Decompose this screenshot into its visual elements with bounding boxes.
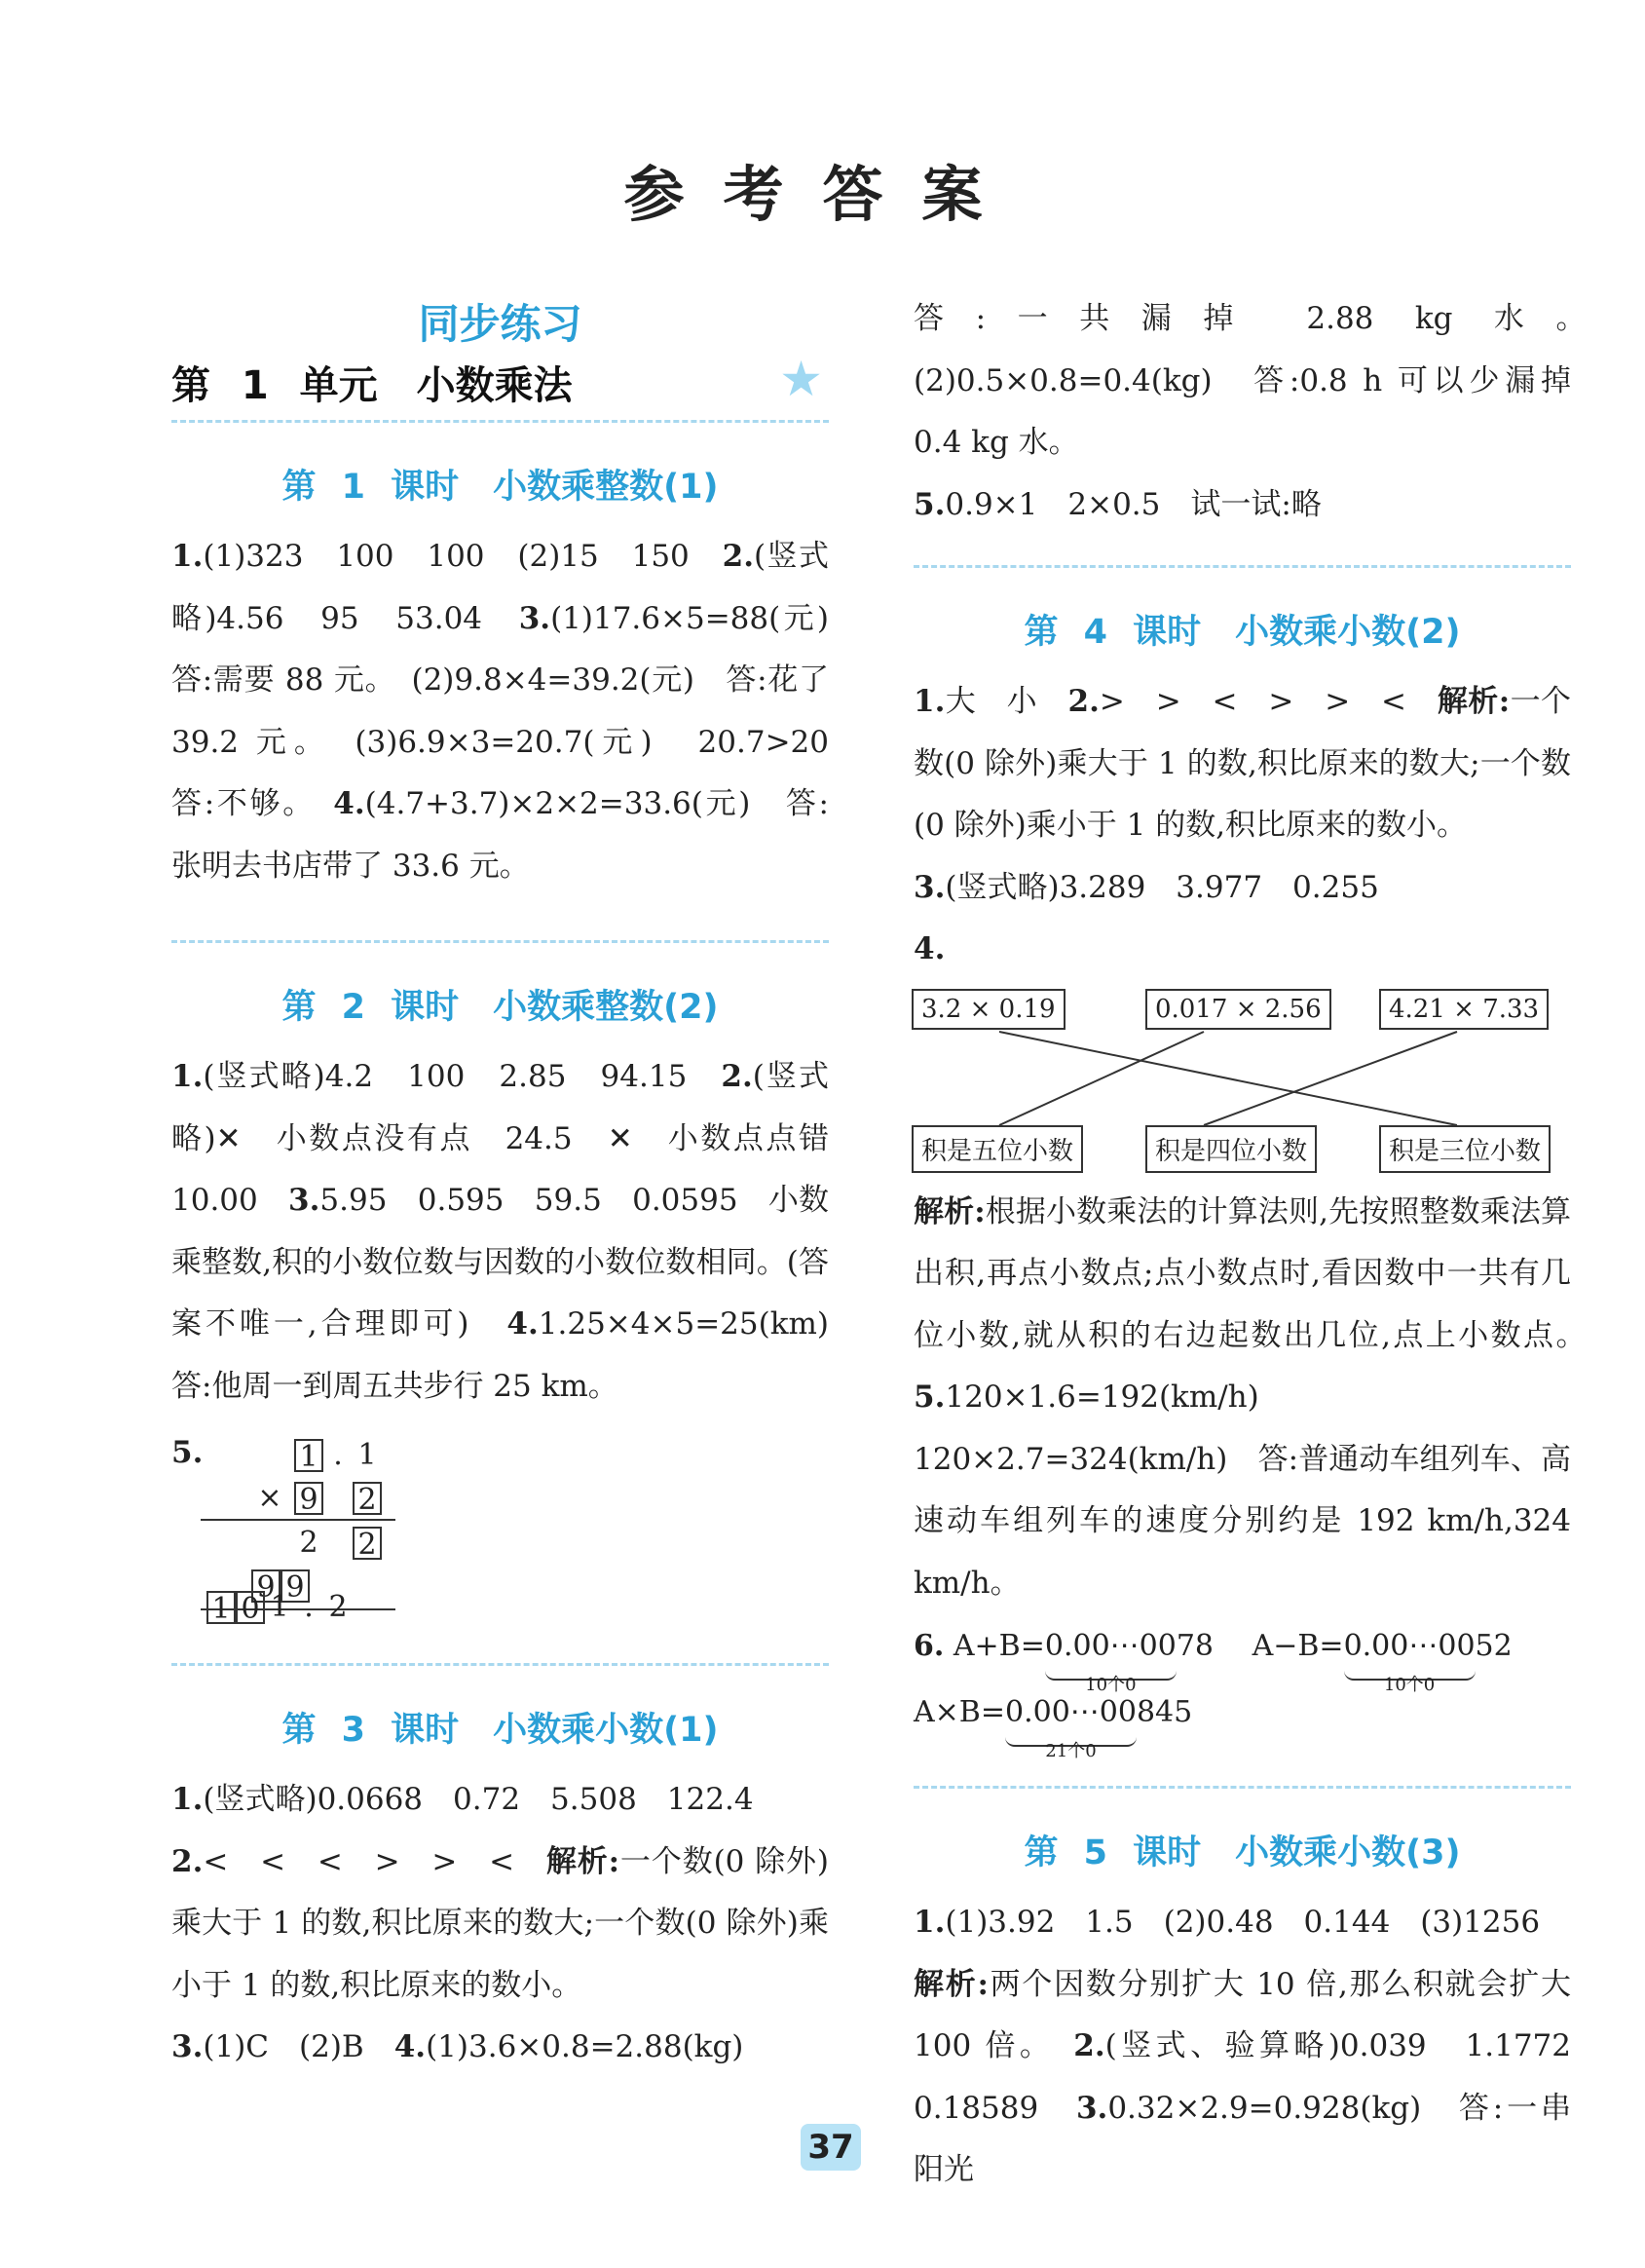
q6-zeros: 0.00⋯00 [1004,1695,1137,1729]
q-num: 1. [914,1905,946,1940]
question-6 [914,1614,1571,1761]
digit: 1 [357,1438,377,1472]
q6-tail: 52 [1475,1629,1513,1663]
lesson-2-answers [171,1046,859,1418]
lesson-5-title: 第 5 课时 小数乘小数(3) [1024,1833,1461,1872]
divider [914,565,1571,568]
q-num: 4. [914,931,946,966]
q6-expr: A−B= [1252,1629,1344,1663]
q-num: 5. [914,486,946,522]
answer-text: (1)3.92 1.5 (2)0.48 0.144 (3)1256 [945,1905,1541,1940]
divider [171,940,829,943]
analysis-label: 解析: [914,1193,986,1229]
q6-tail: 845 [1136,1695,1193,1729]
answer-text: 两个因数分别扩大 10 倍,那么积就会扩大 100 倍。 [914,1966,1571,2063]
digit-box: 9 [251,1569,280,1603]
answer-text: (竖式略)0.0668 0.72 5.508 122.4 [203,1782,754,1817]
digit: . [304,1590,314,1624]
digit-box: 1 [294,1439,323,1472]
matching-diagram [912,989,1571,1174]
page-title: 参考答案 [623,159,1022,230]
times-sign: × [257,1481,282,1515]
analysis-label: 解析: [914,1966,989,2002]
q-num: 3. [518,600,551,636]
answer-text: (竖式、验算略)0.039 1.1772 0.18589 [914,2028,1601,2126]
digit-box: 1 [206,1591,236,1624]
q-num: 2. [721,1059,753,1094]
q-num: 1. [171,1782,204,1817]
answer-text: 大 小 [945,684,1068,719]
unit-title [171,351,829,423]
answer-text: (1)323 100 100 (2)15 150 [203,539,723,574]
q-num: 1. [171,539,204,574]
q-num: 5. [171,1435,204,1470]
q6-brace [1004,1681,1137,1761]
lesson-5-answers [914,1892,1601,2202]
rule-line [201,1519,395,1521]
answer-text: (竖式略)3.289 3.977 0.255 [945,869,1379,905]
lesson-4-answers [914,671,1571,981]
digit-box: 2 [353,1527,382,1560]
digit: 1 [270,1590,289,1624]
q-num: 2. [171,1843,204,1879]
lesson-3-continued [914,288,1601,536]
q-num: 4. [333,786,365,821]
digit: . [333,1438,343,1472]
section-title: 同步练习 [418,300,582,348]
answer-text: 0.32×2.9=0.928(kg) 答:一串阳光 [914,2090,1571,2187]
answer-text: 120×1.6=192(km/h) 120×2.7=324(km/h) 答:普通动车组列车、高速动车组列车的速度分别约是 192 km/h,324 km/h。 [914,1380,1571,1601]
digit-box: 9 [294,1482,323,1515]
left-column [171,283,860,2079]
right-column [914,288,1601,2202]
q-num: 3. [171,2029,204,2064]
answer-text: 一个数(0 除外)乘大于 1 的数,积比原来的数大;一个数(0 除外)乘小于 1 的数,积比原来的数小。 [171,1843,829,2003]
q-num: 1. [171,1059,204,1094]
q6-zeros: 0.00⋯00 [1343,1629,1476,1663]
q-num: 3. [288,1183,320,1218]
answer-text: > > < > > < [1099,684,1438,719]
answer-text: (1)3.6×0.8=2.88(kg) [426,2029,744,2064]
match-bottom-2: 积是四位小数 [1145,1125,1317,1173]
unit-title-text: 第 1 单元 小数乘法 [171,363,573,408]
answer-text: (竖式略)✕ 小数点没有点 24.5 ✕ 小数点点错 10.00 [171,1059,859,1218]
q-num: 3. [914,869,946,905]
q6-expr: A+B= [953,1629,1045,1663]
match-top-3: 4.21 × 7.33 [1379,989,1549,1030]
digit-box: 0 [236,1591,265,1624]
lesson-4-analysis [914,1182,1601,1615]
answer-text: 根据小数乘法的计算法则,先按照整数乘法算出积,再点小数点;点小数点时,看因数中一共有几位小数,就从积的右边起数出几位,点上小数点。 [914,1193,1601,1353]
q-num: 2. [1073,2028,1105,2063]
match-top-1: 3.2 × 0.19 [912,989,1066,1030]
answer-text: (4.7+3.7)×2×2=33.6(元) 答:张明去书店带了 33.6 元。 [171,786,829,884]
lesson-1-title: 第 1 课时 小数乘整数(1) [281,468,719,507]
digit: 2 [328,1590,348,1624]
match-top-2: 0.017 × 2.56 [1145,989,1331,1030]
answer-text: (1)17.6×5=88(元) 答:需要 88 元。 (2)9.8×4=39.2(元) 答:花了 39.2 元。 (3)6.9×3=20.7(元) 20.7>20 答:不够。 [171,600,860,821]
digit-box: 9 [280,1569,310,1603]
divider [914,1786,1571,1789]
vertical-multiplication [171,1423,425,1628]
analysis-label: 解析: [545,1843,620,1879]
answer-text: 5.95 0.595 59.5 0.0595 小数乘整数,积的小数位数与因数的小数位数相同。(答案不唯一,合理即可) [171,1183,830,1342]
q-num: 4. [506,1306,539,1342]
star-icon: ★ [779,351,823,407]
answer-text: 答:一共漏掉 2.88 kg 水。 (2)0.5×0.8=0.4(kg) 答:0.8 h 可以少漏掉 0.4 kg 水。 [914,301,1601,460]
page-number: 37 [801,2124,861,2171]
q6-brace [1343,1614,1476,1695]
answer-text: (1)C (2)B [203,2029,394,2064]
lesson-1-answers [171,526,860,897]
analysis-label: 解析: [1437,684,1511,719]
lesson-2-title: 第 2 课时 小数乘整数(2) [281,988,719,1027]
divider [171,1663,829,1666]
q6-tail: 78 [1176,1629,1215,1663]
q-num: 1. [914,684,946,719]
digit-box: 2 [353,1482,382,1515]
q-num: 2. [1067,684,1100,719]
q6-zeros: 0.00⋯00 [1044,1629,1177,1663]
answer-text: 1.25×4×5=25(km) 答:他周一到周五共步行 25 km。 [171,1306,859,1404]
answer-text: (竖式略)4.2 100 2.85 94.15 [203,1059,722,1094]
q6-expr: A×B= [914,1695,1005,1729]
q-num: 5. [914,1380,946,1415]
answer-text: 0.9×1 2×0.5 试一试:略 [945,486,1322,522]
answer-text: (竖式略)4.56 95 53.04 [171,539,829,636]
lesson-4-title: 第 4 课时 小数乘小数(2) [1024,613,1461,652]
q-num: 3. [1075,2090,1108,2126]
lesson-3-title: 第 3 课时 小数乘小数(1) [281,1711,719,1750]
brace-note: 21个0 [1045,1741,1097,1761]
lesson-3-answers [171,1769,829,2079]
answer-text: 一个数(0 除外)乘大于 1 的数,积比原来的数大;一个数(0 除外)乘小于 1 的数,积比原来的数小。 [914,684,1572,843]
match-bottom-1: 积是五位小数 [912,1125,1083,1173]
digit: 2 [299,1526,318,1560]
match-bottom-3: 积是三位小数 [1379,1125,1551,1173]
q-num: 6. [914,1629,945,1663]
q-num: 4. [393,2029,427,2064]
answer-text: < < < > > < [203,1843,546,1879]
q-num: 2. [722,539,755,574]
brace-note: 10个0 [1383,1675,1436,1695]
q6-brace [1044,1614,1177,1695]
brace-note: 10个0 [1085,1675,1137,1695]
